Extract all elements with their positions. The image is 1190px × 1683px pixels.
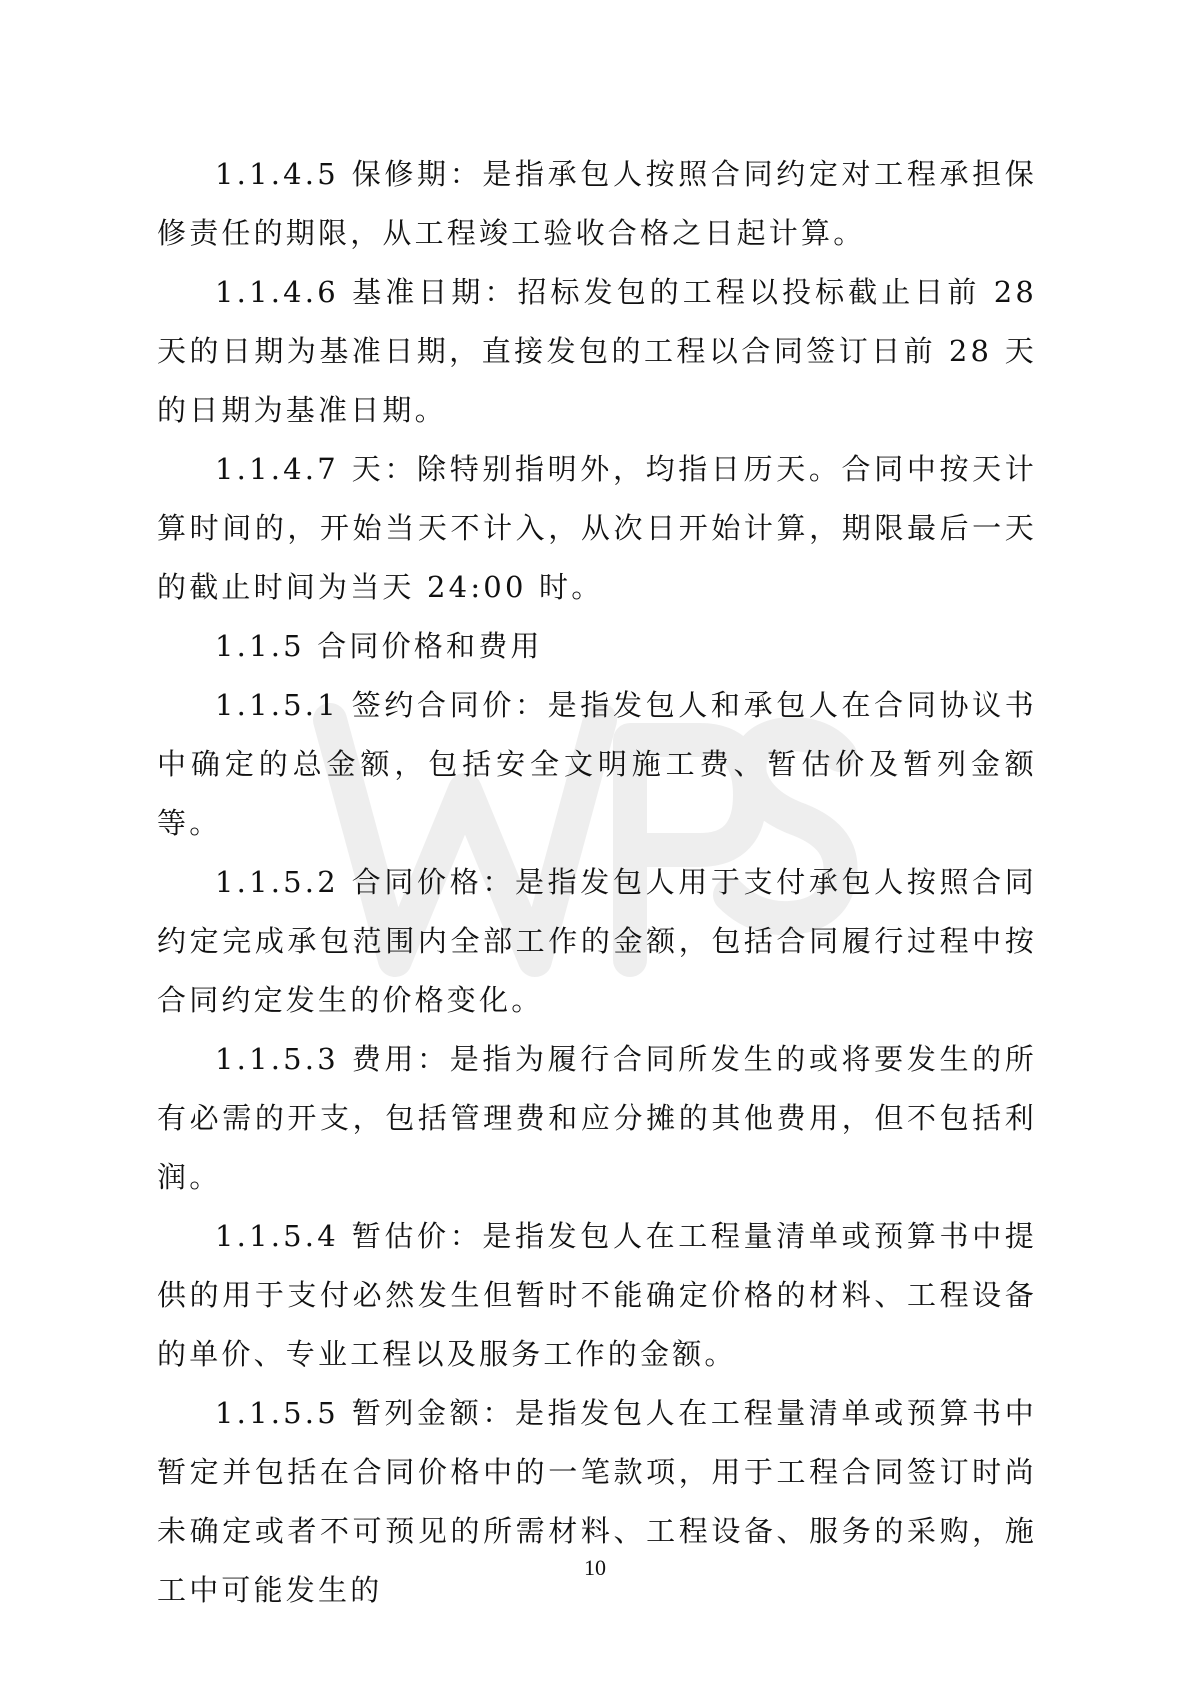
clause-1-1-5-2: 1.1.5.2 合同价格：是指发包人用于支付承包人按照合同约定完成承包范围内全部工作的金额，包括合同履行过程中按合同约定发生的价格变化。	[157, 865, 1037, 1017]
clause-1-1-4-7: 1.1.4.7 天：除特别指明外，均指日历天。合同中按天计算时间的，开始当天不计入，从次日开始计算，期限最后一天的截止时间为当天 24:00 时。	[157, 452, 1037, 604]
section-heading-1-1-5: 1.1.5 合同价格和费用	[215, 629, 543, 663]
clause-1-1-5-1: 1.1.5.1 签约合同价：是指发包人和承包人在合同协议书中确定的总金额，包括安全文明施工费、暂估价及暂列金额等。	[157, 688, 1037, 840]
clause-1-1-5-3: 1.1.5.3 费用：是指为履行合同所发生的或将要发生的所有必需的开支，包括管理费和应分摊的其他费用，但不包括利润。	[157, 1042, 1037, 1194]
clause-1-1-4-6: 1.1.4.6 基准日期：招标发包的工程以投标截止日前 28 天的日期为基准日期，直接发包的工程以合同签订日前 28 天的日期为基准日期。	[157, 275, 1037, 427]
clause-1-1-5-4: 1.1.5.4 暂估价：是指发包人在工程量清单或预算书中提供的用于支付必然发生但暂时不能确定价格的材料、工程设备的单价、专业工程以及服务工作的金额。	[157, 1219, 1037, 1371]
page-number: 10	[584, 1555, 606, 1580]
clause-1-1-4-5: 1.1.4.5 保修期：是指承包人按照合同约定对工程承担保修责任的期限，从工程竣工验收合格之日起计算。	[157, 157, 1037, 250]
document-body	[157, 145, 1037, 1620]
clause-1-1-5-5: 1.1.5.5 暂列金额：是指发包人在工程量清单或预算书中暂定并包括在合同价格中的一笔款项，用于工程合同签订时尚未确定或者不可预见的所需材料、工程设备、服务的采购，施工中可能发生的	[157, 1396, 1037, 1607]
